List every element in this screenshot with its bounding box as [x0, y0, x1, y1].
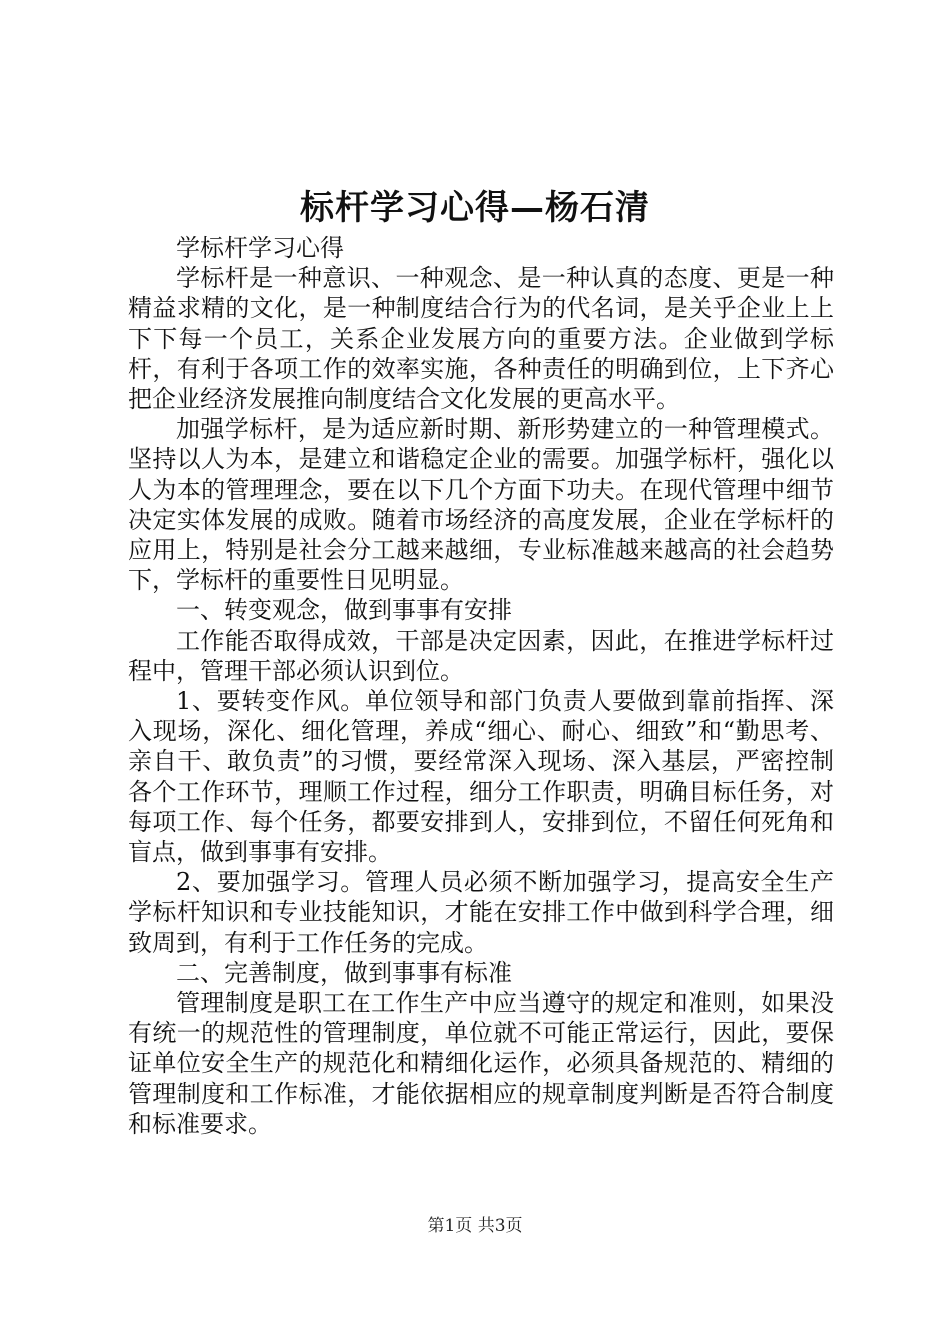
paragraph: 2、要加强学习。管理人员必须不断加强学习，提高安全生产学标杆知识和专业技能知识，才能在安排工作中做到科学合理，细致周到，有利于工作任务的完成。 [128, 868, 834, 957]
section-heading: 二、完善制度，做到事事有标准 [176, 958, 512, 987]
section-heading: 一、转变观念，做到事事有安排 [176, 596, 512, 625]
page-title: 标杆学习心得—杨石清 [300, 188, 650, 228]
paragraph: 1、要转变作风。单位领导和部门负责人要做到靠前指挥、深入现场，深化、细化管理，养成“细心、耐心、细致”和“勤思考、亲自干、敢负责”的习惯，要经常深入现场、深入基层，严密控制各个工作环节，理顺工作过程，细分工作职责，明确目标任务，对每项工作、每个任务，都要安排到人，安排到位，不留任何死角和盲点，做到事事有安排。 [128, 687, 834, 867]
page-number-footer: 第1页 共3页 [427, 1216, 523, 1236]
paragraph: 加强学标杆，是为适应新时期、新形势建立的一种管理模式。坚持以人为本，是建立和谐稳定企业的需要。加强学标杆，强化以人为本的管理理念，要在以下几个方面下功夫。在现代管理中细节决定实体发展的成败。随着市场经济的高度发展，企业在学标杆的应用上，特别是社会分工越来越细，专业标准越来越高的社会趋势下，学标杆的重要性日见明显。 [128, 415, 834, 595]
paragraph: 管理制度是职工在工作生产中应当遵守的规定和准则，如果没有统一的规范性的管理制度，单位就不可能正常运行，因此，要保证单位安全生产的规范化和精细化运作，必须具备规范的、精细的管理制度和工作标准，才能依据相应的规章制度判断是否符合制度和标准要求。 [128, 989, 834, 1138]
paragraph-subtitle: 学标杆学习心得 [176, 234, 344, 262]
paragraph: 工作能否取得成效，干部是决定因素，因此，在推进学标杆过程中，管理干部必须认识到位。 [128, 626, 834, 685]
document-body [128, 233, 834, 1139]
paragraph: 学标杆是一种意识、一种观念、是一种认真的态度、更是一种精益求精的文化，是一种制度结合行为的代名词，是关乎企业上上下下每一个员工，关系企业发展方向的重要方法。企业做到学标杆，有利于各项工作的效率实施，各种责任的明确到位，上下齐心把企业经济发展推向制度结合文化发展的更高水平。 [128, 264, 834, 414]
